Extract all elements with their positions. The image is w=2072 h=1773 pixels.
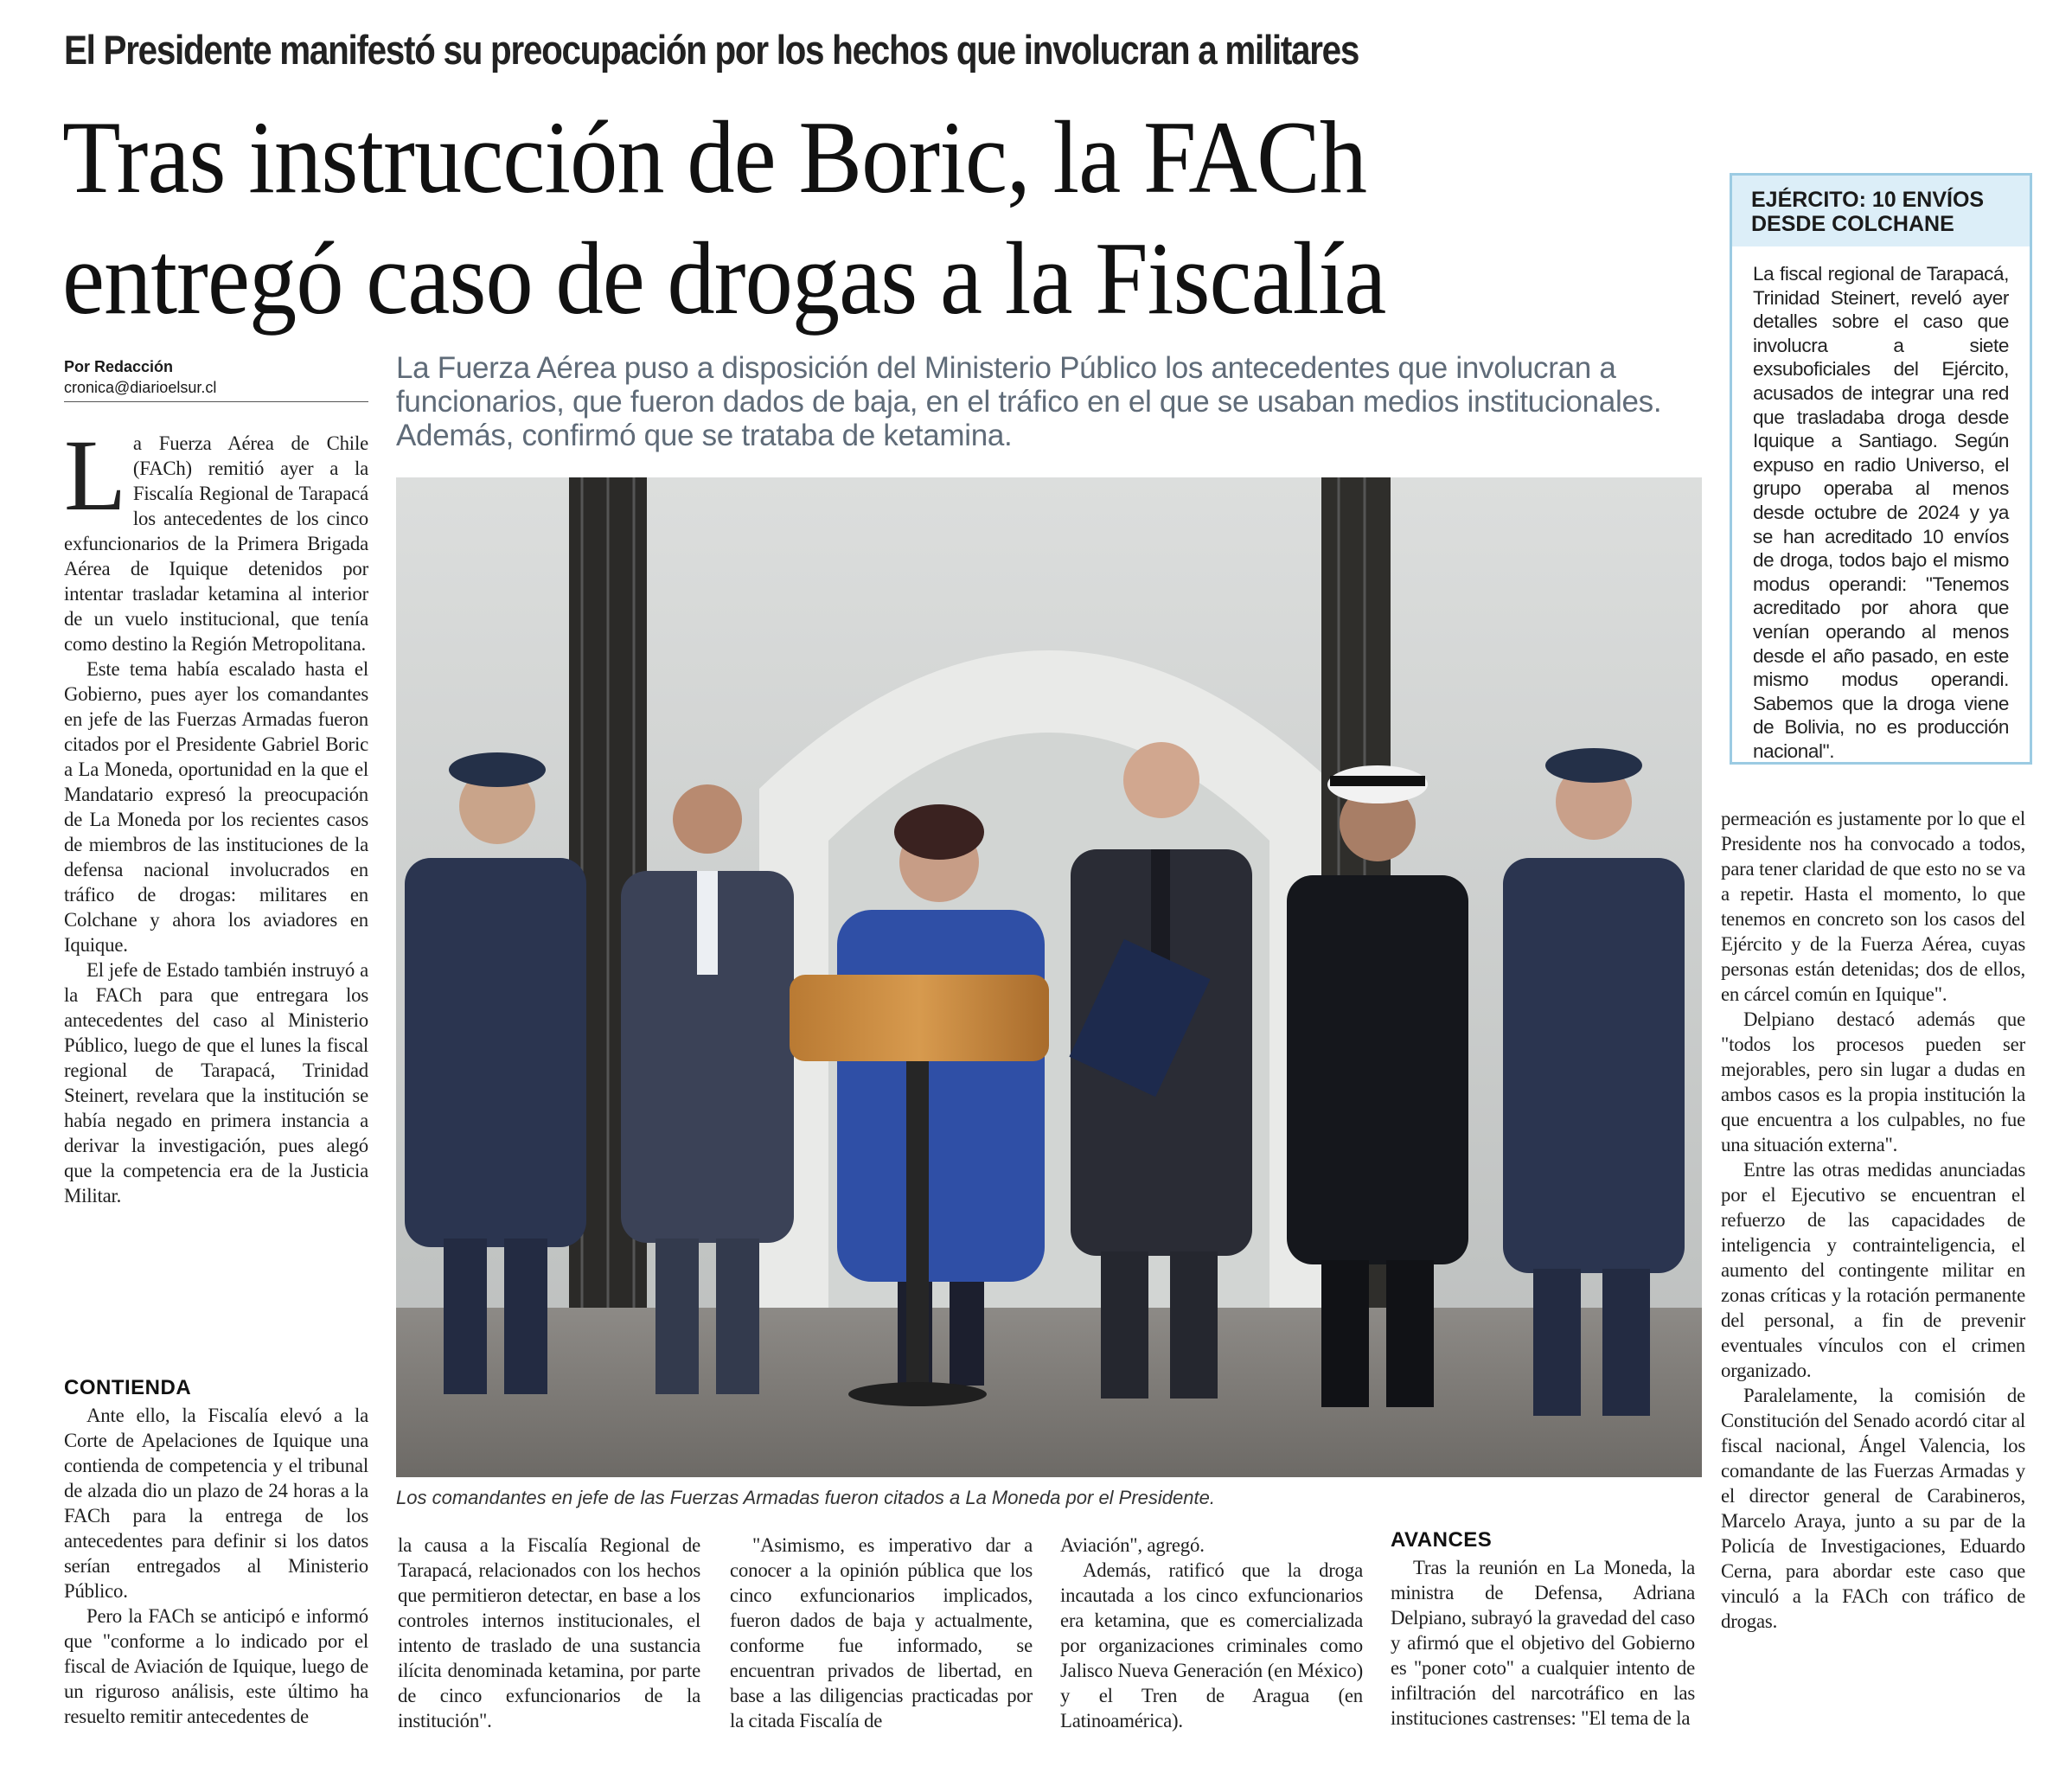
article-column-6 (1721, 806, 2025, 1634)
byline (64, 356, 368, 402)
article-column-4 (1060, 1533, 1363, 1733)
article-column-1-continued (64, 1375, 368, 1729)
photo-caption: Los comandantes en jefe de las Fuerzas Armadas fueron citados a La Moneda por el Presidente. (396, 1487, 1215, 1508)
paragraph: Este tema había escalado hasta el Gobierno, pues ayer los comandantes en jefe de las Fuerzas Armadas fueron citados por el Presidente Gabriel Boric a La Moneda, oportunidad en la que el Mandatario expresó la preocupación de La Moneda por los recientes casos de miembros de las instituciones de la defensa nacional involucrados en tráfico de drogas: militares en Colchane y ahora los aviadores en Iquique. (64, 658, 368, 956)
paragraph: El jefe de Estado también instruyó a la FACh para que entregara los antecedentes del caso al Ministerio Público, luego de que el lunes la fiscal regional de Tarapacá, Trinidad Steinert, revelara que la institución se había negado en primera instancia a derivar la investigación, pues alegó que la competencia era de la Justicia Militar. (64, 959, 368, 1207)
paragraph: Aviación", agregó. (1060, 1534, 1205, 1556)
paragraph: Además, ratificó que la droga incautada a los cinco exfuncionarios era ketamina, que es comercializada por organizaciones criminales como Jalisco Nueva Generación (en México) y el Tren de Aragua (en Latinoamérica). (1060, 1559, 1363, 1731)
paragraph: Ante ello, la Fiscalía elevó a la Corte de Apelaciones de Iquique una contienda de competencia y el tribunal de alzada dio un plazo de 24 horas a la FACh para la entrega de los antecedentes para definir si los datos serían entregados al Ministerio Público. (64, 1405, 368, 1602)
article-column-2 (398, 1533, 700, 1733)
article-column-3 (730, 1533, 1033, 1733)
sidebar-title: EJÉRCITO: 10 ENVÍOS DESDE COLCHANE (1732, 176, 2030, 246)
subhead-contienda: CONTIENDA (64, 1376, 192, 1399)
article-lead: La Fuerza Aérea puso a disposición del Ministerio Público los antecedentes que involucran a funcionarios, que fueron dados de baja, en el tráfico en el que se usaban medios institucionales. Además, confirmó que se trataba de ketamina. (396, 351, 1662, 452)
paragraph: la causa a la Fiscalía Regional de Tarapacá, relacionados con los hechos que permitieron detectar, en base a los controles internos institucionales, el intento de traslado de una sustancia ilícita denominada ketamina, por parte de cinco exfuncionarios de la institución". (398, 1534, 700, 1731)
paragraph: Entre las otras medidas anunciadas por el Ejecutivo se encuentran el refuerzo de las capacidades de inteligencia y contrainteligencia, el aumento del contingente militar en zonas críticas y la rotación permanente del personal, a fin de prevenir eventuales vínculos con el crimen organizado. (1721, 1159, 2025, 1381)
article-headline: Tras instrucción de Boric, la FACh entregó caso de drogas a la Fiscalía (62, 99, 1386, 336)
paragraph: a Fuerza Aérea de Chile (FACh) remitió ayer a la Fiscalía Regional de Tarapacá los antecedentes de los cinco exfuncionarios de la Primera Brigada Aérea de Iquique detenidos por intentar trasladar ketamina al interior de un vuelo institucional, que tenía como destino la Región Metropolitana. (64, 432, 368, 655)
paragraph: Tras la reunión en La Moneda, la ministra de Defensa, Adriana Delpiano, subrayó la gravedad del caso y afirmó que el objetivo del Gobierno es "poner coto" a cualquier intento de infiltración del narcotráfico en las instituciones castrenses: "El tema de la (1391, 1557, 1695, 1729)
byline-name: Por Redacción (64, 358, 174, 375)
paragraph: Paralelamente, la comisión de Constitución del Senado acordó citar al fiscal nacional, Ángel Valencia, los comandante de las Fuerzas Armadas y el director general de Carabineros, Marcelo Araya, junto a su par de la Policía de Investigaciones, Eduardo Cerna, para abordar este caso que vinculó a la FACh con tráfico de drogas. (1721, 1385, 2025, 1632)
byline-email: cronica@diarioelsur.cl (64, 379, 217, 396)
subhead-avances: AVANCES (1391, 1528, 1493, 1552)
paragraph: Pero la FACh se anticipó e informó que "conforme a lo indicado por el fiscal de Aviación de Iquique, luego de un riguroso análisis, este último ha resuelto remitir antecedentes de (64, 1605, 368, 1727)
article-kicker: El Presidente manifestó su preocupación por los hechos que involucran a militares (64, 27, 1359, 73)
sidebar-body: La fiscal regional de Tarapacá, Trinidad Steinert, reveló ayer detalles sobre el caso que involucra a siete exsuboficiales del Ejército, acusados de integrar una red que trasladaba droga desde Iquique a Santiago. Según expuso en radio Universo, el grupo operaba al menos desde octubre de 2024 y ya se han acreditado 10 envíos de droga, todos bajo el mismo modus operandi: "Tenemos acreditado por ahora que venían operando al menos desde el año pasado, en este mismo modus operandi. Sabemos que la droga viene de Bolivia, no es producción nacional". (1753, 263, 2009, 762)
article-column-5 (1391, 1527, 1695, 1731)
photo-illustration (396, 477, 1702, 1477)
sidebar-box (1730, 173, 2032, 765)
paragraph: "Asimismo, es imperativo dar a conocer a la opinión pública que los cinco exfuncionarios implicados, fueron dados de baja y actualmente, conforme fue informado, se encuentran privados de libertad, en base a las diligencias practicadas por la citada Fiscalía de (730, 1534, 1033, 1731)
paragraph: Delpiano destacó además que "todos los procesos pueden ser mejorables, pero sin lugar a dudas en ambos casos es la propia institución la que encuentra a los culpables, no fue una situación externa". (1721, 1008, 2025, 1155)
paragraph: permeación es justamente por lo que el Presidente nos ha convocado a todos, para tener claridad de que esto no se va a repetir. Hasta el momento, lo que tenemos en concreto son los casos del Ejército y de la Fuerza Aérea, cuyas personas están detenidas; dos de ellos, en cárcel común en Iquique". (1721, 808, 2025, 1005)
drop-cap: L (64, 419, 126, 532)
article-column-1 (64, 419, 368, 1208)
press-photo (396, 477, 1702, 1477)
